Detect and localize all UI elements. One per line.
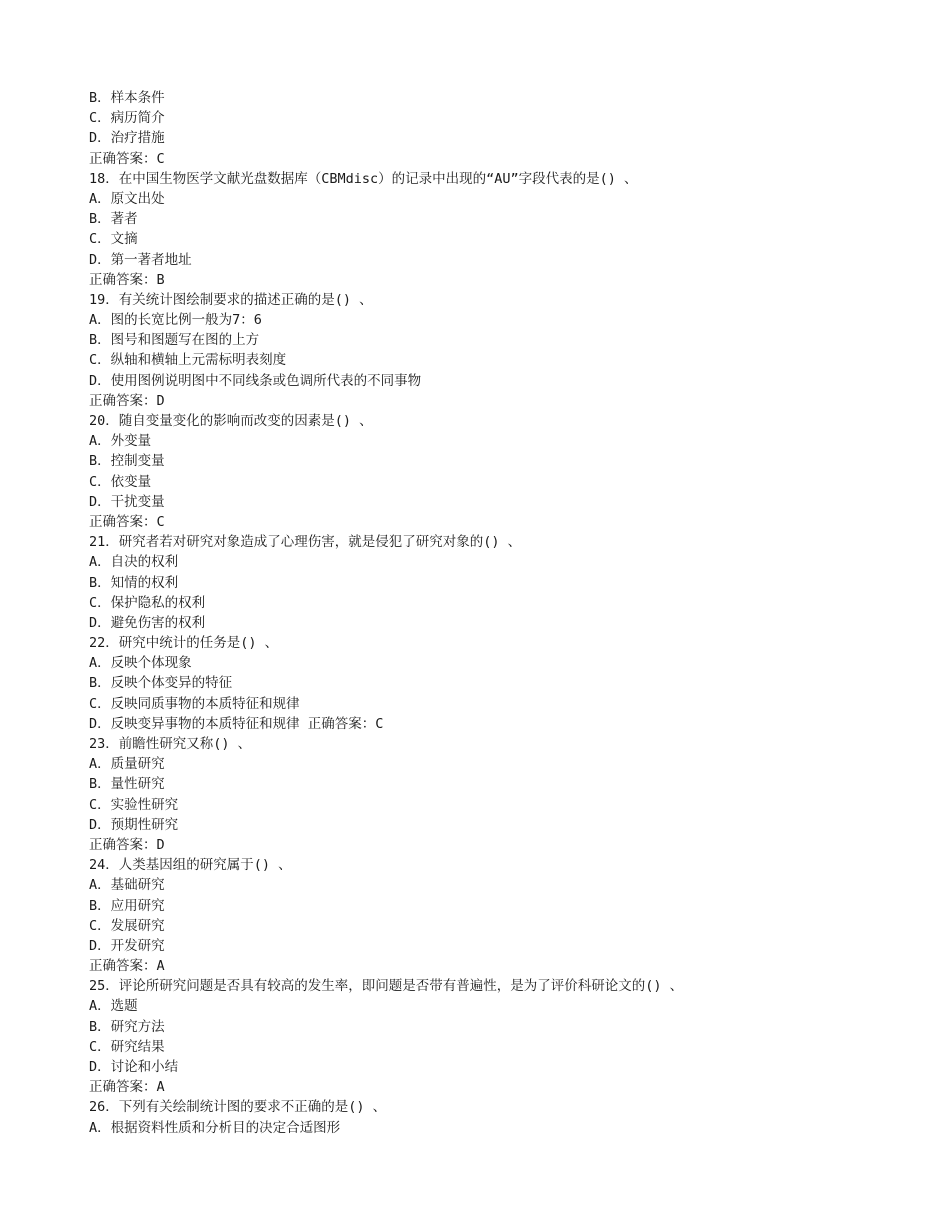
option-line: D．避免伤害的权利 (89, 614, 206, 631)
question-22: 22．研究中统计的任务是() 、 (89, 635, 279, 652)
option-line: A．选题 (89, 998, 138, 1015)
answer-line: 正确答案：A (89, 1079, 165, 1096)
answer-line: 正确答案：B (89, 271, 165, 288)
option-line: C．依变量 (89, 473, 152, 490)
answer-line: 正确答案：D (89, 836, 165, 853)
option-line: C．发展研究 (89, 917, 165, 934)
option-line: A．基础研究 (89, 877, 165, 894)
question-23: 23．前瞻性研究又称() 、 (89, 736, 252, 752)
question-21: 21．研究者若对研究对象造成了心理伤害，就是侵犯了研究对象的() 、 (89, 534, 522, 551)
answer-line: 正确答案：C (89, 513, 165, 530)
option-line: A．外变量 (89, 433, 152, 450)
option-line: D．治疗措施 (89, 130, 165, 147)
option-line: D．干扰变量 (89, 493, 165, 510)
option-line: B．样本条件 (89, 90, 165, 106)
option-line: A．自决的权利 (89, 554, 179, 571)
option-line: B．量性研究 (89, 776, 165, 793)
question-24: 24．人类基因组的研究属于() 、 (89, 857, 292, 874)
question-20: 20．随自变量变化的影响而改变的因素是() 、 (89, 413, 373, 429)
option-line: B．图号和图题写在图的上方 (89, 332, 260, 349)
option-line: B．著者 (89, 211, 138, 228)
option-line: D．使用图例说明图中不同线条或色调所代表的不同事物 (89, 372, 422, 389)
option-line: D．开发研究 (89, 937, 165, 954)
option-line: C．反映同质事物的本质特征和规律 (89, 695, 300, 712)
option-line: C．研究结果 (89, 1038, 165, 1055)
option-line: D．预期性研究 (89, 816, 179, 833)
option-line: A．图的长宽比例一般为7：6 (89, 312, 262, 329)
option-line: A．质量研究 (89, 756, 165, 773)
option-line: B．反映个体变异的特征 (89, 675, 233, 692)
document-page (89, 88, 929, 1138)
option-line: B．控制变量 (89, 453, 165, 470)
option-line: B．研究方法 (89, 1018, 165, 1035)
option-line: C．保护隐私的权利 (89, 594, 206, 611)
question-26: 26．下列有关绘制统计图的要求不正确的是() 、 (89, 1099, 387, 1116)
answer-line: 正确答案：C (89, 150, 165, 167)
question-19: 19．有关统计图绘制要求的描述正确的是() 、 (89, 291, 373, 308)
option-line: B．知情的权利 (89, 574, 179, 591)
option-line: A．根据资料性质和分析目的决定合适图形 (89, 1119, 341, 1136)
option-line: C．文摘 (89, 231, 138, 248)
option-line: C．纵轴和横轴上元需标明表刻度 (89, 352, 287, 369)
option-line: D．反映变异事物的本质特征和规律 正确答案：C (89, 715, 384, 732)
option-line: A．反映个体现象 (89, 655, 192, 672)
question-25: 25．评论所研究问题是否具有较高的发生率，即问题是否带有普遍性，是为了评价科研论文的() 、 (89, 978, 684, 995)
question-18: 18．在中国生物医学文献光盘数据库（CBMdisc）的记录中出现的“AU”字段代表的是() 、 (89, 170, 638, 187)
option-line: B．应用研究 (89, 897, 165, 914)
option-line: C．病历简介 (89, 110, 165, 127)
option-line: D．第一著者地址 (89, 251, 192, 268)
option-line: A．原文出处 (89, 190, 165, 207)
answer-line: 正确答案：A (89, 958, 165, 975)
option-line: D．讨论和小结 (89, 1059, 179, 1075)
answer-line: 正确答案：D (89, 392, 165, 409)
option-line: C．实验性研究 (89, 796, 179, 813)
